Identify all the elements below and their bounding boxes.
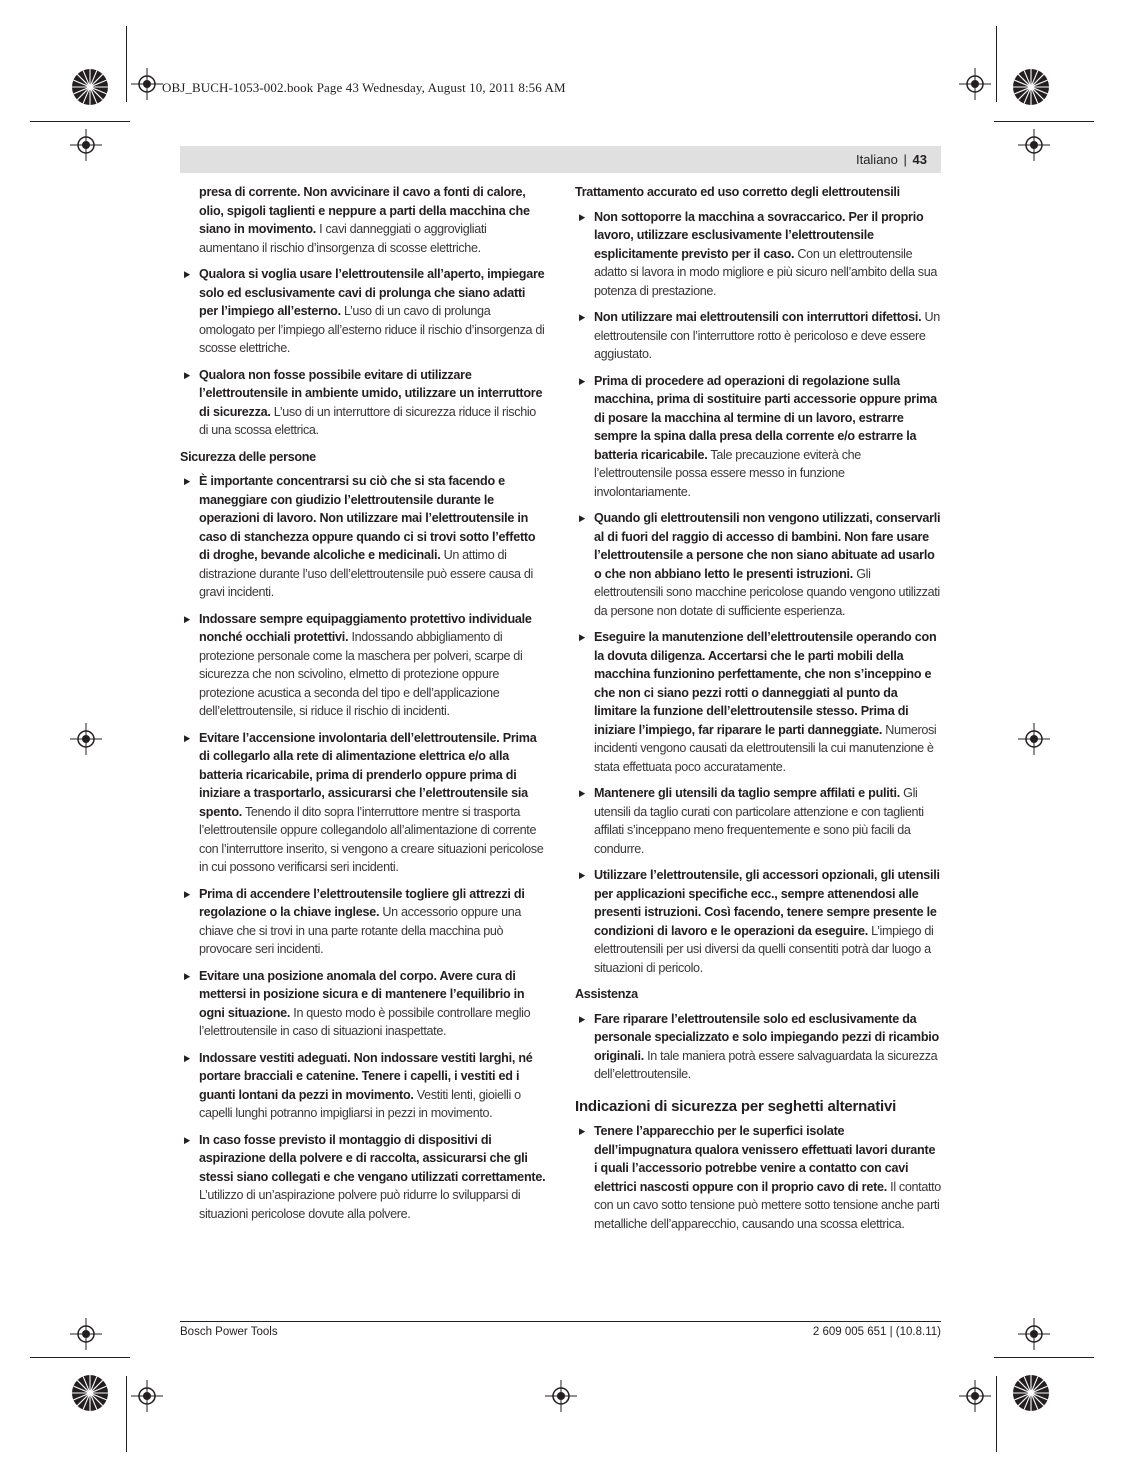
section-heading: Trattamento accurato ed uso corretto degli elettroutensili [575, 185, 900, 199]
triangle-bullet-icon: ▶ [579, 312, 586, 322]
bold-text: Indossare sempre equipaggiamento protettivo individuale nonché occhiali protettivi. [199, 611, 532, 644]
list-item [575, 866, 941, 977]
star-target-icon [1011, 1373, 1051, 1413]
bold-text: Eseguire la manutenzione dell’elettroutensile operando con la dovuta diligenza. Accertarsi che le parti mobili della macchina funzionino perfettamente, che non s’inceppino e che non ci siano pezzi rotti o danneggiati al punto da limitare la funzione dell’elettroutensile stesso. Prima di iniziare l’impiego, far riparare le parti danneggiate. [594, 630, 937, 737]
footer-divider [180, 1321, 941, 1322]
list-item [180, 366, 546, 440]
triangle-bullet-icon: ▶ [579, 788, 586, 798]
normal-text: Il contatto con un cavo sotto tensione può mettere sotto tensione anche parti metalliche dell’apparecchio, causando una scossa elettrica. [594, 1179, 941, 1231]
triangle-bullet-icon: ▶ [579, 1013, 586, 1024]
triangle-bullet-icon: ▶ [579, 513, 586, 523]
footer-brand: Bosch Power Tools [180, 1326, 278, 1338]
list-item [575, 372, 941, 502]
list-item [575, 308, 941, 364]
normal-text: L’uso di un cavo di prolunga omologato per l’impiego all’esterno riduce il rischio d’insorgenza di scosse elettriche. [199, 304, 545, 355]
normal-text: Un accessorio oppure una chiave che si trovi in una parte rotante della macchina può provocare seri incidenti. [199, 905, 522, 956]
triangle-bullet-icon: ▶ [184, 269, 191, 279]
normal-text: I cavi danneggiati o aggrovigliati aumentano il rischio d’insorgenza di scosse elettriche. [199, 222, 487, 255]
list-item [575, 509, 941, 620]
list-item [575, 1010, 941, 1084]
star-target-icon [70, 1373, 110, 1413]
triangle-bullet-icon: ▶ [184, 1052, 191, 1063]
list-item [575, 784, 941, 858]
crosshair-mark-icon [545, 1380, 577, 1412]
triangle-bullet-icon: ▶ [184, 476, 191, 486]
page-number: 43 [912, 152, 927, 167]
running-head-separator: | [903, 152, 907, 167]
triangle-bullet-icon: ▶ [184, 970, 191, 981]
normal-text: Con un elettroutensile adatto si lavora in modo migliore e più sicuro nell’ambito della sua potenza di prestazione. [594, 246, 938, 298]
bold-text: Evitare l’accensione involontaria dell’elettroutensile. Prima di collegarlo alla rete di alimentazione elettrica e/o alla batteria ricaricabile, prima di prenderlo oppure prima di iniziare a trasportarlo, assicurarsi che l’elettroutensile sia spento. [199, 730, 537, 819]
section-title: Indicazioni di sicurezza per seghetti alternativi [575, 1097, 897, 1115]
bold-text: Qualora si voglia usare l’elettroutensile all’aperto, impiegare solo ed esclusivamente cavi di prolunga che siano adatti per l’impiego all’esterno. [199, 267, 545, 318]
continued-paragraph [199, 183, 546, 257]
crosshair-mark-icon [959, 1380, 991, 1412]
normal-text: Numerosi incidenti vengono causati da elettroutensili la cui manutenzione è stata effettuata poco accuratamente. [594, 722, 937, 774]
normal-text: In questo modo è possibile controllare meglio l’elettroutensile in caso di situazioni inaspettate. [199, 1005, 531, 1038]
footer-document-number: 2 609 005 651 | (10.8.11) [812, 1326, 941, 1338]
bold-text: Mantenere gli utensili da taglio sempre affilati e puliti. [594, 786, 901, 800]
normal-text: L’uso di un interruttore di sicurezza riduce il rischio di una scossa elettrica. [199, 404, 536, 437]
bold-text: In caso fosse previsto il montaggio di dispositivi di aspirazione della polvere e di raccolta, assicurarsi che gli stessi siano collegati e che vengano utilizzati correttamente. [199, 1132, 546, 1184]
crop-line [30, 121, 130, 122]
normal-text: Gli elettroutensili sono macchine pericolose quando vengono utilizzati da persone non dotate di sufficiente esperienza. [594, 566, 940, 618]
triangle-bullet-icon: ▶ [184, 888, 191, 899]
normal-text: Vestiti lenti, gioielli o capelli lunghi potranno impigliarsi in pezzi in movimento. [199, 1087, 521, 1120]
list-item [180, 1131, 546, 1224]
crop-line [126, 26, 127, 102]
crosshair-mark-icon [959, 68, 991, 100]
bold-text: Prima di accendere l’elettroutensile togliere gli attrezzi di regolazione o la chiave inglese. [199, 886, 525, 919]
normal-text: L’impiego di elettroutensili per usi diversi da quelli consentiti potrà dar luogo a situazioni di pericolo. [594, 923, 934, 975]
star-target-icon [70, 67, 110, 107]
star-target-icon [1011, 67, 1051, 107]
bold-text: Utilizzare l’elettroutensile, gli accessori opzionali, gli utensili per applicazioni specifiche ecc., sempre attenendosi alle presenti istruzioni. Così facendo, tenere sempre presente le condizioni di lavoro e le operazioni da eseguire. [594, 868, 940, 938]
crop-line [996, 1376, 997, 1452]
crosshair-mark-icon [1018, 129, 1050, 161]
normal-text: Un elettroutensile con l’interruttore rotto è pericoloso e deve essere aggiustato. [594, 310, 940, 361]
list-item [180, 472, 546, 602]
running-head [856, 152, 927, 167]
section-heading: Sicurezza delle persone [180, 449, 316, 464]
triangle-bullet-icon: ▶ [579, 1126, 586, 1136]
bold-text: Quando gli elettroutensili non vengono utilizzati, conservarli al di fuori del raggio di accesso di bambini. Non fare usare l’elettroutensile a persone che non siano abituate ad usarlo o che non abbiano letto le presenti istruzioni. [594, 511, 941, 581]
normal-text: Indossando abbigliamento di protezione personale come la maschera per polveri, scarpe di sicurezza che non scivolino, elmetto di protezione oppure protezione acustica a seconda del tipo e dell’applicazione dell’elettroutensile, si riduce il rischio di incidenti. [199, 630, 523, 718]
normal-text: L’utilizzo di un’aspirazione polvere può ridurre lo svilupparsi di situazioni pericolose dovute alla polvere. [199, 1188, 521, 1221]
crosshair-mark-icon [1018, 723, 1050, 755]
right-column [575, 183, 941, 1241]
crosshair-mark-icon [131, 68, 163, 100]
crop-line [994, 1357, 1094, 1358]
normal-text: Tenendo il dito sopra l’interruttore mentre si trasporta l’elettroutensile oppure collegandolo all’alimentazione di corrente con l’interruttore inserito, si vengono a creare situazioni pericolose in cui possono verificarsi seri incidenti. [199, 804, 544, 874]
left-column [180, 183, 546, 1231]
crop-line [126, 1376, 127, 1452]
triangle-bullet-icon: ▶ [184, 732, 191, 743]
triangle-bullet-icon: ▶ [579, 375, 586, 386]
list-item [575, 208, 941, 301]
crosshair-mark-icon [1018, 1318, 1050, 1350]
bold-text: Prima di procedere ad operazioni di regolazione sulla macchina, prima di sostituire parti accessorie oppure prima di posare la macchina al termine di un lavoro, estrarre sempre la spina dalla presa della corrente e/o estrarre la batteria ricaricabile. [594, 373, 937, 462]
crop-line [996, 26, 997, 102]
bold-text: Non utilizzare mai elettroutensili con interruttori difettosi. [594, 310, 922, 324]
list-item [575, 628, 941, 776]
normal-text: Tale precauzione eviterà che l’elettroutensile possa essere messo in funzione involontariamente. [594, 447, 861, 499]
bold-text: Tenere l’apparecchio per le superfici isolate dell’impugnatura qualora venissero effettuati lavori durante i quali l’accessorio potrebbe venire a contatto con cavi elettrici nascosti oppure con il proprio cavo di rete. [594, 1124, 936, 1194]
list-item [575, 1122, 941, 1233]
bold-text: Evitare una posizione anomala del corpo. Avere cura di mettersi in posizione sicura e di mantenere l’equilibrio in ogni situazione. [199, 968, 525, 1020]
triangle-bullet-icon: ▶ [579, 632, 586, 642]
bold-text: È importante concentrarsi su ciò che si sta facendo e maneggiare con giudizio l’elettroutensile durante le operazioni di lavoro. Non utilizzare mai l’elettroutensile in caso di stanchezza oppure quando ci si trovi sotto l’effetto di droghe, bevande alcoliche e medicinali. [199, 474, 536, 562]
bold-text: Qualora non fosse possibile evitare di utilizzare l’elettroutensile in ambiente umido, utilizzare un interruttore di sicurezza. [199, 367, 543, 419]
crop-line [994, 121, 1094, 122]
list-item [180, 1049, 546, 1123]
running-head-language: Italiano [855, 152, 898, 167]
section-heading: Assistenza [575, 987, 638, 1001]
list-item [180, 729, 546, 877]
triangle-bullet-icon: ▶ [184, 1134, 191, 1145]
crosshair-mark-icon [70, 129, 102, 161]
print-slug: OBJ_BUCH-1053-002.book Page 43 Wednesday, August 10, 2011 8:56 AM [162, 80, 566, 95]
crosshair-mark-icon [70, 723, 102, 755]
normal-text: In tale maniera potrà essere salvaguardata la sicurezza dell’elettroutensile. [594, 1048, 938, 1081]
triangle-bullet-icon: ▶ [184, 613, 191, 624]
list-item [180, 885, 546, 959]
normal-text: Un attimo di distrazione durante l’uso dell’elettroutensile può essere causa di gravi incidenti. [199, 548, 533, 599]
crosshair-mark-icon [131, 1380, 163, 1412]
list-item [180, 265, 546, 358]
crosshair-mark-icon [70, 1318, 102, 1350]
list-item [180, 967, 546, 1041]
bold-text: presa di corrente. Non avvicinare il cavo a fonti di calore, olio, spigoli taglienti e neppure a parti della macchina che siano in movimento. [199, 185, 530, 236]
triangle-bullet-icon: ▶ [184, 369, 191, 380]
list-item [180, 610, 546, 721]
triangle-bullet-icon: ▶ [579, 211, 586, 222]
triangle-bullet-icon: ▶ [579, 870, 586, 880]
normal-text: Gli utensili da taglio curati con particolare attenzione e con taglienti affilati s’inceppano meno frequentemente e sono più facili da condurre. [594, 786, 924, 856]
bold-text: Fare riparare l’elettroutensile solo ed esclusivamente da personale specializzato e solo impiegando pezzi di ricambio originali. [594, 1011, 939, 1063]
running-head-bar [180, 146, 941, 173]
crop-line [30, 1357, 130, 1358]
bold-text: Indossare vestiti adeguati. Non indossare vestiti larghi, né portare bracciali e catenine. Tenere i capelli, i vestiti ed i guanti lontani da pezzi in movimento. [199, 1050, 533, 1102]
bold-text: Non sottoporre la macchina a sovraccarico. Per il proprio lavoro, utilizzare esclusivamente l’elettroutensile esplicitamente previsto per il caso. [594, 209, 924, 261]
